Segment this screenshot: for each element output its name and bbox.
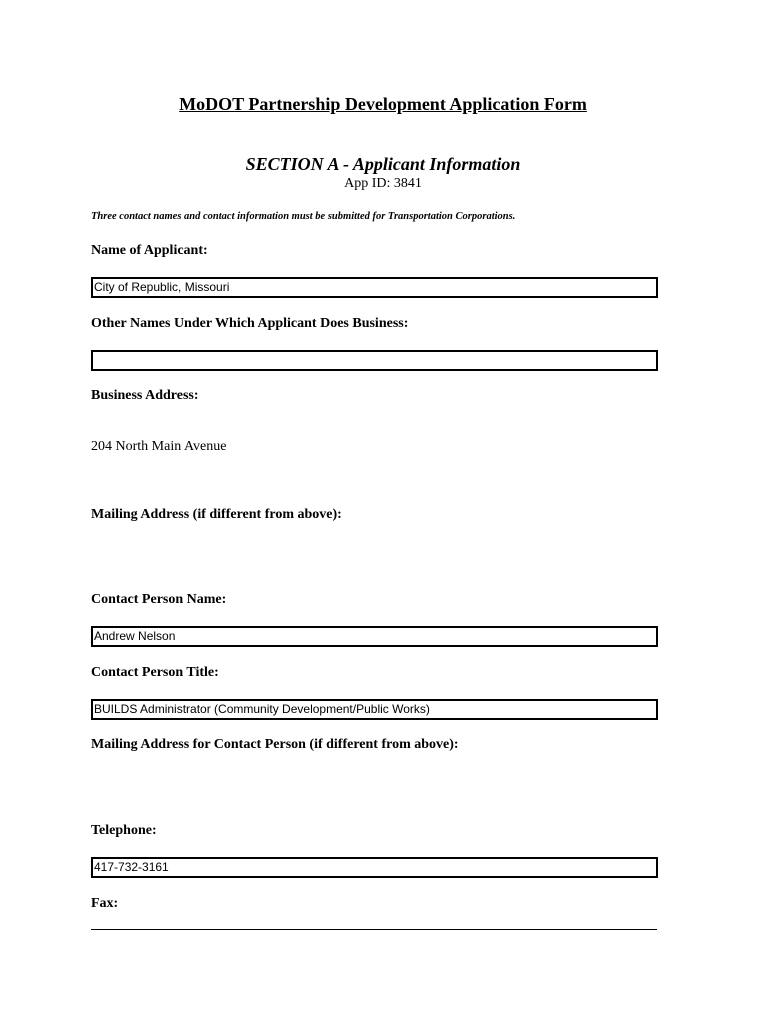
applicant-name-field[interactable]: City of Republic, Missouri <box>91 277 658 298</box>
business-address-label: Business Address: <box>91 388 199 403</box>
fax-underline <box>91 929 657 930</box>
app-id: App ID: 3841 <box>344 176 422 191</box>
telephone-field[interactable]: 417-732-3161 <box>91 857 658 878</box>
other-names-label: Other Names Under Which Applicant Does Business: <box>91 316 409 331</box>
contact-name-field[interactable]: Andrew Nelson <box>91 626 658 647</box>
business-address-value: 204 North Main Avenue <box>91 439 227 454</box>
section-title: SECTION A - Applicant Information <box>245 154 521 174</box>
form-title: MoDOT Partnership Development Application Form <box>179 94 587 114</box>
telephone-label: Telephone: <box>91 823 157 838</box>
contact-mailing-address-label: Mailing Address for Contact Person (if different from above): <box>91 737 459 752</box>
applicant-name-label: Name of Applicant: <box>91 243 208 258</box>
transportation-corporation-notice: Three contact names and contact information must be submitted for Transportation Corporations. <box>91 211 516 222</box>
fax-label: Fax: <box>91 896 119 911</box>
other-names-field[interactable] <box>91 350 658 371</box>
contact-title-label: Contact Person Title: <box>91 665 219 680</box>
mailing-address-label: Mailing Address (if different from above): <box>91 507 342 522</box>
contact-name-label: Contact Person Name: <box>91 592 227 607</box>
contact-title-field[interactable]: BUILDS Administrator (Community Development/Public Works) <box>91 699 658 720</box>
